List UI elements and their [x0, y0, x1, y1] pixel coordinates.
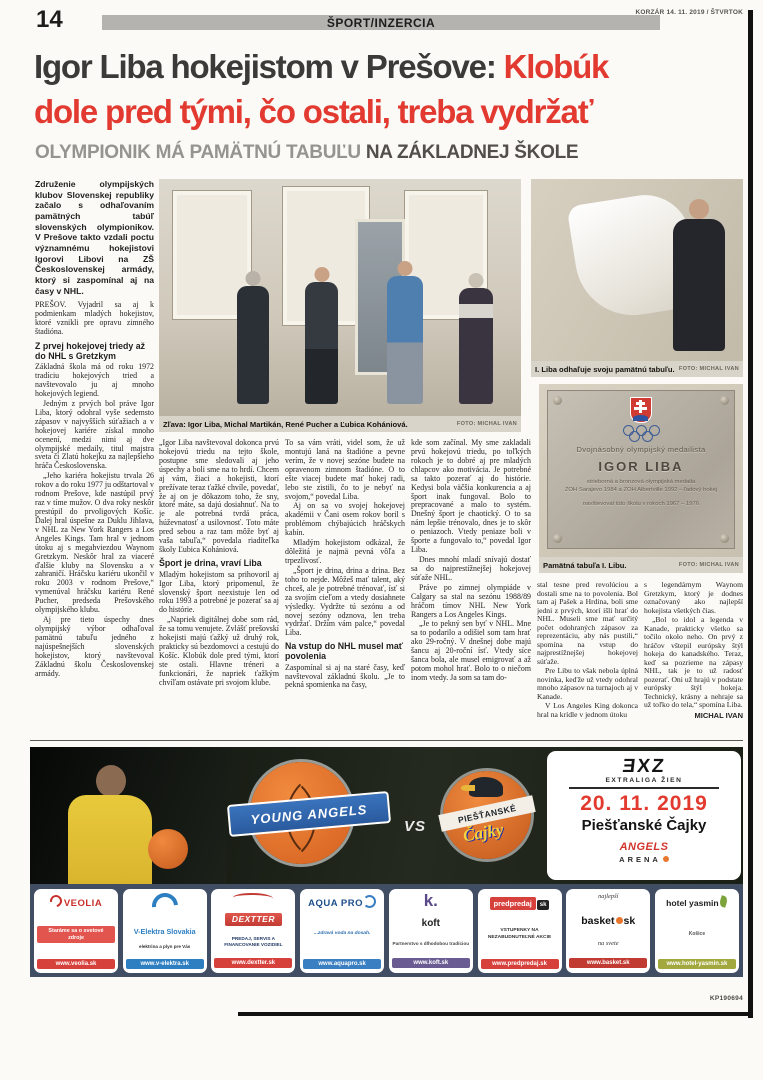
- article-subhead: Na vstup do NHL musel mať povolenia: [285, 641, 403, 661]
- sponsor-veolia: VEOLIA Staráme sa o svetové zdroje www.veolia.sk: [34, 889, 118, 973]
- ad-code: KP190694: [709, 995, 743, 1002]
- sponsor-v-elektra: V-Elektra Slovakia elektrina a plyn pre Vás www.v-elektra.sk: [123, 889, 207, 973]
- headline-line2: dole pred tými, čo ostali, treba vydržať: [34, 93, 593, 130]
- sponsor-strip: [30, 884, 743, 977]
- person-silhouette: [459, 288, 493, 404]
- olympic-rings-icon: [616, 425, 666, 442]
- leaf-icon: [718, 895, 728, 908]
- article-column-1: [35, 179, 154, 737]
- article-paragraph: Mladým hokejistom odkázal, že dôležitá je najmä pevná vôľa a trpezlivosť.: [285, 538, 405, 565]
- article-column-6: [644, 581, 743, 739]
- sponsor-koft: k. koft Partnerstvo s dlhodobou tradíciou www.koft.sk: [389, 889, 473, 973]
- slovak-emblem-icon: [630, 397, 652, 423]
- sponsor-basket-sk: najlepší basket sk na svete www.basket.sk: [566, 889, 650, 973]
- player-head-shape: [96, 765, 126, 797]
- plaque-games-line: ZOH Sarajevo 1984 a ZOH Albertville 1992 – ľadový hokej: [564, 486, 718, 493]
- v-elektra-logo-icon: [146, 887, 183, 924]
- koft-logo-icon: k.: [423, 890, 438, 910]
- plaque-school-line: navštevoval túto školu v rokoch 1967 – 1976: [582, 500, 700, 507]
- edition-dateline: KORZÁR 14. 11. 2019 / ŠTVRTOK: [635, 9, 743, 16]
- person-silhouette: [387, 276, 423, 404]
- unveiling-photo-caption: I. Liba odhaľuje svoju pamätnú tabuľu. FOTO: MICHAL IVAN: [531, 361, 743, 377]
- league-logo: ƎXZ: [621, 756, 667, 777]
- article-paragraph: Základná škola má od roku 1972 tradíciu hokejových tried a navštevovalo ju aj mnoho hokejových legiend.: [35, 362, 154, 399]
- article-paragraph: kde som začínal. My sme zakladali prvú hokejovú triedu, po toľkých rokoch je to dobré aj pre mladých chlapcov ako motivácia. Je potrebné sa takto pozerať aj do histórie. Kedysi bola väčšia konkurencia a aj šport inak fungoval. Bolo to prepracované a malo to systém. Dnešný šport je chaotický. O to sa nám lepšie trénovalo, dnes je to skôr o peniazoch. Vtedy peniaze boli v športe a fungovalo to,“ povedal Igor Liba.: [411, 439, 531, 555]
- angels-arena-logo: ANGELS ARENA: [619, 840, 669, 864]
- article-paragraph: „Šport je drina, drina a drina. Bez toho to nejde. Môžeš mať talent, aký chceš, ale je potrebné trénovať, ísť si za svojím cieľom a vtedy dosiahnete výsledky. Vydržte tú sezónu a od novej sezóny odznova, len treba vydržať. Držím vám palce,“ povedal Liba.: [285, 565, 405, 638]
- sponsor-dextter: DEXTTER PREDAJ, SERVIS A FINANCOVANIE VOZIDIEL www.dextter.sk: [211, 889, 295, 973]
- article-paragraph: Dnes mnohí mladí snívajú dostať sa do najprestížnejšej hokejovej súťaže NHL.: [411, 554, 531, 582]
- water-swirl-icon: [363, 895, 376, 908]
- main-headline: [34, 44, 744, 134]
- article-paragraph: Pre Libu to však nebola úplná novinka, keďže už vtedy odohral mnoho zápasov na turnajoch aj v Kanade.: [537, 666, 638, 701]
- article-column-4: [411, 439, 531, 737]
- sponsor-hotel-yasmin: hotel yasmin Košice www.hotel-yasmin.sk: [655, 889, 739, 973]
- article-paragraph: stal tesne pred revolúciou a dostali sme na to povolenia. Bol tam aj Pašek a Hrdina, boli sme jedni z prvých, ktorí išli hrať do NHL. Museli sme mať určitý počet odohraných zápasov za reprezentáciu, aby nás pustili,“ spomína na vstup do najprestížnejšej hokejovej súťaže.: [537, 581, 638, 666]
- seagull-icon: [469, 777, 503, 797]
- article-paragraph: „Jeho kariéra hokejistu trvala 26 rokov a do roku 1977 ju odštartoval v rodnom Prešove, kde nastúpil prvý raz v tíme mužov. O dva roky neskôr prestúpil do prvoligových Košíc. Ďalej hral úspešne za Duklu Jihlava, v NHL za New York Rangers a Los Angeles Kings. Tam hral v jednom útoku aj s megahviezdou Waynom Gretzkym. Neskôr hral za viaceré ďalšie kluby na Slovensku a v zahraničí. Hráčsku kariéru ukončil v roku 2003 v rodnom Prešove,“ vymenúval hráčsku kariéru René Pucher, predseda Prešovského olympijského klubu.: [35, 471, 154, 615]
- article-subhead: Šport je drina, vraví Liba: [159, 557, 262, 568]
- article-paragraph: To sa vám vráti, videl som, že už montujú laná na štadióne a pevne verím, že v novej sezóne budete na opravenom zimnom štadióne. O to ešte viacej budete mať hokej radi, lebo ste zistili, čo to je nebyť na svojom,“ povedal Liba.: [285, 439, 405, 501]
- article-subhead: Z prvej hokejovej triedy až do NHL s Gretzkym: [35, 340, 145, 361]
- article-column-5: [537, 581, 638, 739]
- plaque-title: Dvojnásobný olympijský medailista: [576, 445, 706, 454]
- section-divider: [30, 740, 743, 741]
- article-paragraph: Združenie olympijských klubov Slovenskej republiky začalo s odhaľovaním pamätných tabúľ slovenských olympionikov. V Prešove takto vzdali poctu významnému hokejistovi Igorovi Libovi na ZŠ Československej armády, ktorý si zaspomínal aj na časy v NHL.: [35, 179, 154, 296]
- screw-icon: [553, 534, 562, 543]
- article-paragraph: Práve po zimnej olympiáde v Calgary sa stal na sezónu 1988/89 hráčom tímov NHL New York Rangers a Los Angeles Kings.: [411, 582, 531, 619]
- player-photo: [30, 747, 226, 884]
- author-byline: MICHAL IVAN: [694, 710, 743, 720]
- article-paragraph: Jedným z prvých bol práve Igor Liba, ktorý odohral vyše sedemsto zápasov v najvyšších súťažiach a v hokejovej kariére získal mnoho ocenení, medzi nimi aj dve olympijské medaily, titul majstra sveta či Zlatú hokejku za najlepšieho hráča Československa.: [35, 398, 154, 471]
- main-photo: [159, 179, 521, 416]
- person-silhouette: [237, 286, 269, 404]
- veolia-logo-icon: [47, 893, 64, 910]
- plaque-medals-line: strieborná a bronzová olympijská medaila: [586, 479, 696, 485]
- sponsor-predpredaj: predpredaj sk VSTUPENKY NA NEZABUDNUTEĽNÉ AKCIE www.predpredaj.sk: [478, 889, 562, 973]
- basketball-icon: [663, 856, 669, 862]
- sponsor-aquapro: AQUA PRO ...zdravá voda na dosah. www.aquapro.sk: [300, 889, 384, 973]
- screw-icon: [553, 396, 562, 405]
- basketball-icon: [148, 829, 188, 869]
- article-paragraph: V Los Angeles King dokonca hral na krídle v jednom útoku: [537, 701, 638, 719]
- plaque-photo-caption: Pamätná tabuľa I. Libu. FOTO: MICHAL IVAN: [539, 557, 743, 573]
- sub-headline: OLYMPIONIK MÁ PAMÄTNÚ TABUĽU NA ZÁKLADNEJ ŠKOLE: [35, 142, 579, 163]
- section-title: ŠPORT/INZERCIA: [326, 15, 436, 30]
- match-opponent: Piešťanské Čajky: [581, 816, 707, 834]
- article-paragraph: Aj pre tieto úspechy dnes olympijský výbor odhaľoval pamätnú tabuľu jedného z najúspešnejších slovenských hokejistov, ktorý navštevoval Základnú školu Československej armády.: [35, 615, 154, 678]
- article-paragraph: Mladým hokejistom sa prihovoril aj Igor Liba, ktorý pripomenul, že slovenský šport neexistuje len od roku 1993 a potrebné je pozerať sa aj do histórie.: [159, 569, 279, 615]
- memorial-plaque: [547, 390, 735, 549]
- screw-icon: [720, 534, 729, 543]
- article-paragraph: „Napriek digitálnej dobe som rád, že sa tomu venujete. Zvlášť prešovskí hokejisti majú ťažký už druhý rok, prakticky sú bezdomovci a cestujú do Košíc. Klobúk dole pred tými, ktorí ste ostali. Hlavne tréneri a funkcionári, že napriek ťažkým chvíľam ostávate pri svojom klube.: [159, 615, 279, 687]
- match-date: 20. 11. 2019: [580, 791, 708, 815]
- car-icon: [233, 893, 273, 903]
- player-jersey-shape: [68, 795, 152, 884]
- article-column-2: [159, 439, 279, 737]
- person-silhouette: [673, 219, 725, 351]
- article-paragraph: Zaspomínal si aj na staré časy, keď navštevoval základnú školu. „Je to pekná spomienka na časy,: [285, 662, 405, 690]
- vs-label: VS: [404, 818, 427, 835]
- league-name: EXTRALIGA ŽIEN: [605, 777, 683, 784]
- person-silhouette: [305, 282, 338, 404]
- scan-edge: [748, 10, 753, 1018]
- basketball-icon: [616, 917, 623, 924]
- match-info-panel: [547, 751, 741, 880]
- section-bar: [102, 15, 660, 30]
- plaque-photo: [539, 384, 743, 557]
- article-paragraph: „Bol to idol a legenda v Kanade, prakticky všetko sa točilo okolo neho. On prvý z hráčov vštepil európsky štýl hokeja do kanadského. Teraz, keď sa pozrieme na zápasy NHL, tak je to už radosť pozerať. Oni už hrajú v podstate európsky štýl hokeja. Technický, krásny a nehraje sa už toľko do tela,“ spomína Liba.: [644, 615, 743, 709]
- article-paragraph: „Je to pekný sen byť v NHL. Mne sa to podarilo a odišiel som tam hrať ako 29-ročný. V dnešnej dobe majú šancu aj 20-roční ísť. Vtedy síce šanca bola, ale musel emigrovať a až potom mohol hrať. Bolo to o niečom inom vtedy. Ja som sa tam do-: [411, 619, 531, 682]
- unveiling-photo: [531, 179, 743, 361]
- piestanske-cajky-logo: PIEŠŤANSKÉ Čajky: [443, 771, 531, 859]
- article-paragraph: „Igor Liba navštevoval dokonca prvú hokejovú triedu na tejto škole, postupne sme sledovali aj jeho úspechy a boli sme na to hrdí. Chcem aj vám, žiaci a hokejisti, ktorí prežívate teraz ťažké chvíle, povedať, že aj on je dôkazom toho, že sny, ktoré máte, sa dajú dosiahnuť. Na to je ale potrebná tvrdá práca, húževnatosť a usilovnosť. Toto máte pred sebou a raz tam môže byť aj vaša tabuľa,“ povedala riaditeľka školy Ľubica Kohániová.: [159, 439, 279, 555]
- screw-icon: [720, 396, 729, 405]
- article-paragraph: s legendárnym Waynom Gretzkym, ktorý je dodnes označovaný ako najlepší hokejista všetkých čias.: [644, 581, 743, 615]
- scan-edge: [238, 1012, 753, 1016]
- young-angels-ribbon: YOUNG ANGELS: [227, 791, 391, 837]
- article-paragraph: Aj on sa vo svojej hokejovej akadémii v Čani osem rokov boril s problémom chýbajúcich hráčskych kabín.: [285, 501, 405, 538]
- headline-line1: Igor Liba hokejistom v Prešove: Klobúk: [34, 48, 609, 85]
- plaque-name: IGOR LIBA: [598, 459, 684, 474]
- page-number: 14: [36, 6, 63, 33]
- main-photo-caption: Zľava: Igor Liba, Michal Martikán, René Pucher a Ľubica Kohániová. FOTO: MICHAL IVAN: [159, 416, 521, 432]
- article-column-3: [285, 439, 405, 737]
- article-paragraph: PREŠOV. Vyjadril sa aj k podmienkam mladých hokejistov, ktoré vznikli pre opravu zimného štadióna.: [35, 300, 154, 336]
